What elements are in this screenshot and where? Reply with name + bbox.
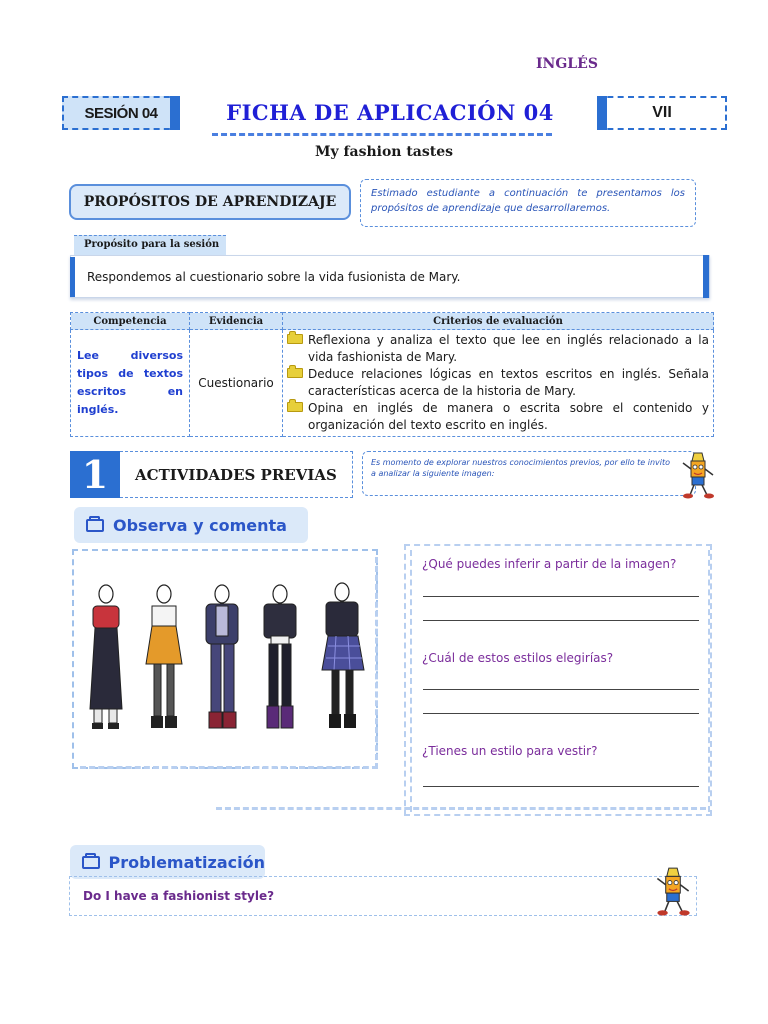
section-note	[362, 451, 696, 496]
competency-cell: Lee diversos tipos de textos escritos en inglés.	[71, 330, 190, 437]
table-header-row	[71, 313, 714, 330]
accent-bar-left	[70, 257, 75, 297]
answer-line[interactable]	[423, 689, 699, 690]
table-header: Competencia	[71, 313, 190, 330]
problem-tab-label: Problematización	[108, 852, 265, 872]
outfit-figure	[264, 585, 296, 728]
outfit-figure	[146, 585, 182, 728]
answer-line[interactable]	[423, 713, 699, 714]
question-2: ¿Cuál de estos estilos elegirías?	[422, 651, 614, 665]
accent-bar-right	[703, 255, 709, 298]
folder-icon	[287, 334, 303, 344]
answer-line[interactable]	[423, 620, 699, 621]
table-row	[71, 330, 714, 437]
question-3: ¿Tienes un estilo para vestir?	[422, 744, 598, 758]
grade-label: VII	[652, 104, 672, 121]
outfit-figure	[206, 585, 238, 728]
evidence-cell: Cuestionario	[190, 330, 283, 437]
criteria-text: Opina en inglés de manera o escrita sobre el contenido y organización del texto escrito en inglés.	[308, 401, 709, 432]
table-header: Evidencia	[190, 313, 283, 330]
section-number: 1	[70, 451, 120, 498]
fashion-outfits-image	[76, 574, 372, 740]
purposes-heading: PROPÓSITOS DE APRENDIZAJE	[69, 184, 351, 220]
session-purpose-label: Propósito para la sesión	[74, 235, 226, 255]
observe-tab-label: Observa y comenta	[113, 515, 287, 535]
outfit-figure	[322, 583, 364, 728]
session-label: SESIÓN 04	[84, 104, 158, 122]
section-title: ACTIVIDADES PREVIAS	[120, 451, 353, 498]
criteria-text: Reflexiona y analiza el texto que lee en inglés relacionado a la vida fashionista de Mary.	[308, 333, 709, 364]
answer-line[interactable]	[423, 596, 699, 597]
folder-icon	[287, 402, 303, 412]
session-purpose-text: Respondemos al cuestionario sobre la vida fusionista de Mary.	[87, 269, 461, 284]
folder-icon	[287, 368, 303, 378]
table-header: Criterios de evaluación	[283, 313, 714, 330]
criteria-cell	[283, 330, 714, 437]
session-purpose-box	[70, 255, 710, 298]
observe-tab	[74, 507, 308, 543]
folder-icon	[86, 519, 104, 532]
criteria-item	[287, 332, 709, 366]
problem-box	[69, 876, 697, 916]
grade-badge	[597, 96, 727, 130]
section-note-text: Es momento de explorar nuestros conocimientos previos, por ello te invito a analizar la siguiente imagen:	[371, 458, 671, 478]
pencil-mascot-icon	[652, 866, 694, 916]
page-title: FICHA DE APLICACIÓN 04	[226, 100, 554, 125]
title-underline	[212, 133, 552, 136]
problem-question: Do I have a fashionist style?	[83, 889, 275, 903]
pencil-mascot-icon	[680, 451, 716, 499]
competency-table	[70, 312, 714, 437]
purposes-note: Estimado estudiante a continuación te presentamos los propósitos de aprendizaje que desarrollaremos.	[360, 179, 696, 227]
folder-icon	[82, 856, 100, 869]
problem-tab	[70, 845, 265, 879]
questions-frame-inner	[410, 550, 710, 812]
criteria-item	[287, 366, 709, 400]
page-subtitle: My fashion tastes	[314, 144, 454, 160]
answer-line[interactable]	[423, 786, 699, 787]
question-1: ¿Qué puedes inferir a partir de la imagen?	[422, 557, 677, 571]
subject-label: INGLÉS	[536, 56, 598, 72]
criteria-item	[287, 400, 709, 434]
session-badge	[62, 96, 180, 130]
outfit-figure	[90, 585, 122, 729]
criteria-text: Deduce relaciones lógicas en textos escritos en inglés. Señala características acerca de la historia de Mary.	[308, 367, 709, 398]
